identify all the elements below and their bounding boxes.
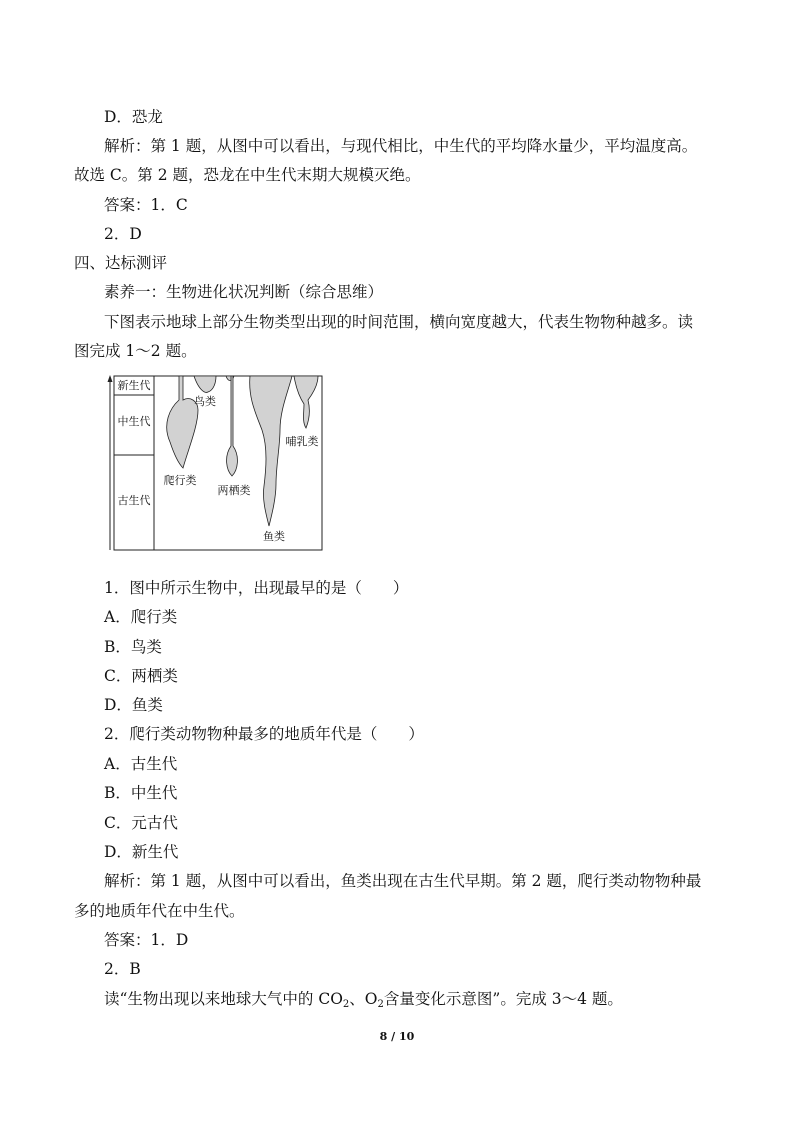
answer-1: 答案：1．D (104, 931, 189, 949)
figure-intro-line-1: 下图表示地球上部分生物类型出现的时间范围，横向宽度越大，代表生物物种越多。读 (104, 313, 694, 331)
prompt-text-3: 含量变化示意图”。完成 3～4 题。 (383, 990, 623, 1008)
next-figure-prompt (104, 989, 623, 1009)
q1-option-b: B．鸟类 (104, 638, 162, 656)
page-number: 8 / 10 (379, 1030, 415, 1043)
mammal-range-shape (294, 376, 318, 428)
q1-option-d: D．鱼类 (104, 696, 163, 714)
question-2: 2．爬行类动物物种最多的地质年代是（ ） (104, 725, 424, 743)
analysis-line-1: 解析：第 1 题，从图中可以看出，与现代相比，中生代的平均降水量少，平均温度高。 (104, 137, 698, 155)
q2-option-c: C．元古代 (104, 814, 178, 832)
o2-subscript: 2 (377, 999, 384, 1010)
label-amphibians: 两栖类 (217, 484, 251, 497)
fish-range-shape (250, 376, 292, 526)
label-birds: 鸟类 (194, 395, 216, 408)
co2-subscript: 2 (342, 999, 350, 1010)
explanation-line-2: 多的地质年代在中生代。 (74, 902, 245, 920)
q1-option-a: A．爬行类 (104, 608, 178, 626)
label-fish: 鱼类 (263, 530, 285, 543)
era-paleozoic: 古生代 (117, 494, 151, 507)
answer-2: 2．B (104, 960, 141, 978)
evolution-figure (106, 374, 326, 558)
answer-line: 答案：1．C (104, 196, 188, 214)
section-heading: 四、达标测评 (74, 254, 168, 272)
q2-option-d: D．新生代 (104, 843, 179, 861)
reptile-range-shape (167, 376, 198, 468)
axis-arrowhead (108, 375, 113, 382)
q2-option-a: A．古生代 (104, 755, 178, 773)
figure-intro-line-2: 图完成 1～2 题。 (74, 342, 197, 360)
option-d-dinosaur: D．恐龙 (104, 108, 163, 126)
analysis-line-2: 故选 C。第 2 题，恐龙在中生代末期大规模灭绝。 (74, 166, 421, 184)
answer-line-2: 2．D (104, 225, 142, 243)
question-1: 1．图中所示生物中，出现最早的是（ ） (104, 579, 409, 597)
q1-option-c: C．两栖类 (104, 667, 178, 685)
competency-heading: 素养一：生物进化状况判断（综合思维） (104, 283, 384, 301)
figure-frame (114, 376, 322, 550)
era-cenozoic: 新生代 (117, 379, 151, 392)
prompt-text-2: 、O (349, 990, 378, 1008)
evolution-diagram (106, 374, 326, 554)
amphibian-range-shape (227, 376, 238, 476)
bird-range-shape (194, 376, 216, 392)
label-reptiles: 爬行类 (163, 474, 197, 487)
q2-option-b: B．中生代 (104, 784, 178, 802)
era-mesozoic: 中生代 (117, 415, 151, 428)
label-mammals: 哺乳类 (285, 435, 319, 448)
explanation-line-1: 解析：第 1 题，从图中可以看出，鱼类出现在古生代早期。第 2 题，爬行类动物物种最 (104, 872, 702, 890)
prompt-text-1: 读“生物出现以来地球大气中的 CO (104, 990, 343, 1008)
